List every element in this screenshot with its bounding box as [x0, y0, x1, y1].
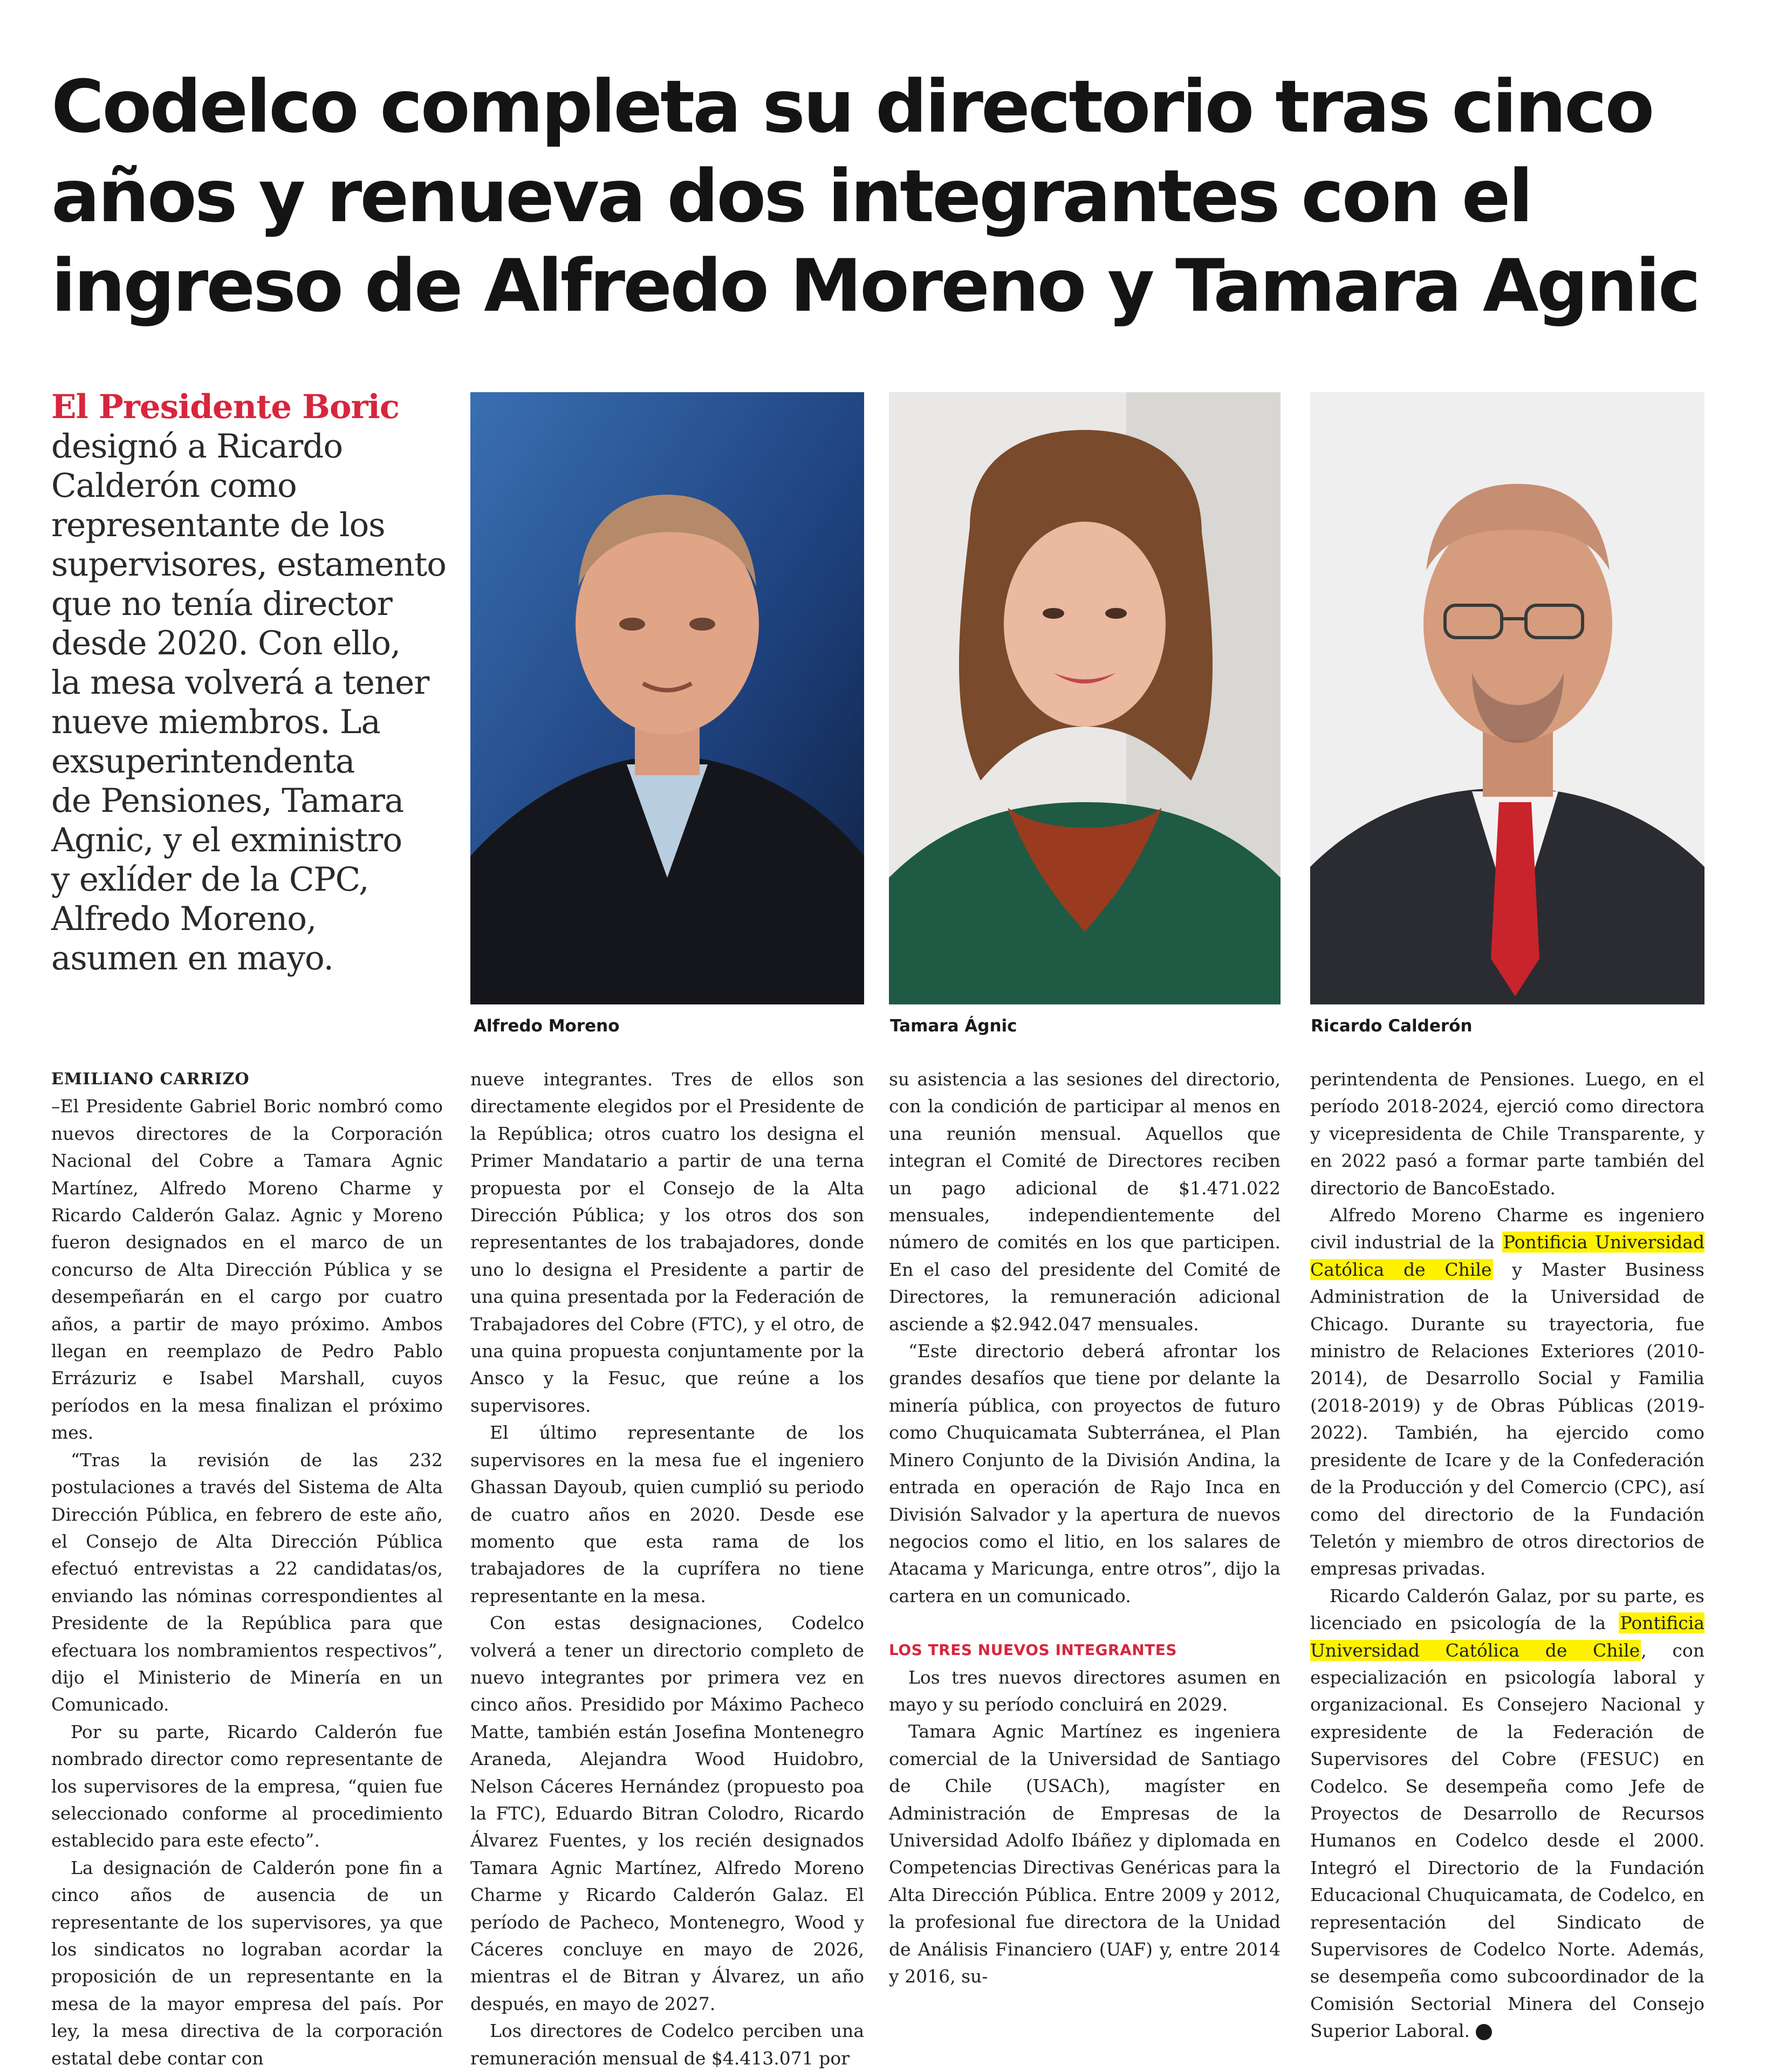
lead-highlight: El Presidente Boric [51, 388, 399, 426]
lead-line: representante de los [51, 506, 385, 544]
text-run: y Master Business Administration de la Universidad de Chicago. Durante su trayectoria, fue ministro de Relaciones Exteriores (2010-2014), de Desarrollo Social y Familia (2018-2019) y de Obras Públicas (2019-2022). También, ha ejercido como presidente de Icare y de la Confederación de la Producción y del Comercio (CPC), así como del directorio de la Fundación Teletón y miembro de otros directorios de empresas privadas. [1310, 1259, 1704, 1579]
lead-line: desde 2020. Con ello, [51, 624, 401, 662]
caption-ricardo-calderon: Ricardo Calderón [1311, 1016, 1473, 1036]
lead-line: supervisores, estamento [51, 545, 446, 584]
photo-alfredo-moreno [470, 392, 864, 1004]
body-paragraph: Con estas designaciones, Codelco volverá a tener un directorio completo de nuevo integrantes por primera vez en cinco años. Presidido por Máximo Pacheco Matte, también están Josefina Montenegro Araneda, Alejandra Wood Huidobro, Nelson Cáceres Hernández (propuesto poa la FTC), Eduardo Bitran Colodro, Ricardo Álvarez Fuentes, y los recién designados Tamara Agnic Martínez, Alfredo Moreno Charme y Ricardo Calderón Galaz. El período de Pacheco, Montenegro, Wood y Cáceres concluye en mayo de 2026, mientras el de Bitran y Álvarez, un año después, en mayo de 2027. [470, 1612, 864, 2014]
caption-alfredo-moreno: Alfredo Moreno [474, 1016, 620, 1036]
lead-line: Agnic, y el exministro [51, 821, 402, 859]
lead-line: Alfredo Moreno, [51, 900, 317, 938]
lead-paragraph [51, 387, 461, 978]
photo-tamara-agnic [889, 392, 1281, 1004]
byline: EMILIANO CARRIZO [51, 1070, 250, 1089]
section-subhead: LOS TRES NUEVOS INTEGRANTES [889, 1641, 1177, 1659]
body-paragraph: Los tres nuevos directores asumen en mayo y su período concluirá en 2029. [889, 1666, 1281, 1715]
body-column-1 [51, 1066, 443, 2069]
lead-line: asumen en mayo. [51, 939, 334, 977]
lead-line: designó a Ricardo [51, 427, 343, 466]
headline-line-3: ingreso de Alfredo Moreno y Tamara Agnic [51, 244, 1699, 328]
body-paragraph: La designación de Calderón pone fin a cinco años de ausencia de un representante de los supervisores, ya que los sindicatos no lograban acordar la proposición de un representante en la mesa de la mayor empresa del país. Por ley, la mesa directiva de la corporación estatal debe contar con [51, 1857, 443, 2069]
lead-line: la mesa volverá a tener [51, 664, 429, 702]
body-column-3 [889, 1066, 1281, 2026]
lead-line: Calderón como [51, 467, 297, 505]
caption-tamara-agnic: Tamara Ágnic [890, 1016, 1017, 1036]
body-paragraph: “Tras la revisión de las 232 postulaciones a través del Sistema de Alta Dirección Pública, en febrero de este año, el Consejo de Alta Dirección Pública efectuó entrevistas a 22 candidatas/os, enviando las nóminas correspondientes al Presidente de la República para que efectuara los nombramientos respectivos”, dijo el Ministerio de Minería en un Comunicado. [51, 1449, 443, 1715]
body-paragraph: Por su parte, Ricardo Calderón fue nombrado director como representante de los supervisores de la empresa, “quien fue seleccionado conforme al procedimiento establecido para este efecto”. [51, 1721, 443, 1851]
text-run: Ricardo Calderón Galaz, por su parte, es licenciado en psicología de la [1310, 1585, 1704, 1634]
body-paragraph [1310, 1583, 1704, 2045]
body-paragraph: “Este directorio deberá afrontar los grandes desafíos que tiene por delante la minería pública, con proyectos de futuro como Chuquicamata Subterránea, el Plan Minero Conjunto de la División Andina, la entrada en operación de Rajo Inca en División Salvador y la apertura de nuevos negocios como el litio, en los salares de Atacama y Maricunga, entre otros”, dijo la cartera en un comunicado. [889, 1341, 1281, 1606]
body-paragraph: su asistencia a las sesiones del directorio, con la condición de participar al menos en una reunión mensual. Aquellos que integran el Comité de Directores reciben un pago adicional de $1.471.022 mensuales, independientemente del número de comités en los que participen. En el caso del presidente del Comité de Directores, la remuneración adicional asciende a $2.942.047 mensuales. [889, 1069, 1281, 1335]
photo-ricardo-calderon [1310, 392, 1704, 1004]
body-paragraph: –El Presidente Gabriel Boric nombró como nuevos directores de la Corporación Nacional del Cobre a Tamara Agnic Martínez, Alfredo Moreno Charme y Ricardo Calderón Galaz. Agnic y Moreno fueron designados en el marco de un concurso de Alta Dirección Pública y se desempeñarán en el cargo por cuatro años, a partir de mayo próximo. Ambos llegan en reemplazo de Pedro Pablo Errázuriz e Isabel Marshall, cuyos períodos en la mesa finalizan el próximo mes. [51, 1096, 443, 1444]
body-paragraph: perintendenta de Pensiones. Luego, en el período 2018-2024, ejerció como directora y vicepresidenta de Chile Transparente, y en 2022 pasó a formar parte también del directorio de BancoEstado. [1310, 1069, 1704, 1199]
body-column-4 [1310, 1066, 1704, 2042]
headline [51, 62, 1734, 331]
end-mark-icon: P [1476, 2024, 1492, 2040]
highlighted-text: Pontificia Universidad Católica de Chile [1310, 1232, 1704, 1280]
body-paragraph: Tamara Agnic Martínez es ingeniera comercial de la Universidad de Santiago de Chile (USACh), magíster en Administración de Empresas de la Universidad Adolfo Ibáñez y diplomada en Competencias Directivas Genéricas para la Alta Dirección Pública. Entre 2009 y 2012, la profesional fue directora de la Unidad de Análisis Financiero (UAF) y, entre 2014 y 2016, su- [889, 1721, 1281, 1987]
text-run: , con especialización en psicología laboral y organizacional. Es Consejero Nacional y expresidente de la Federación de Supervisores del Cobre (FESUC) en Codelco. Se desempeña como Jefe de Proyectos de Desarrollo de Recursos Humanos en Codelco desde el 2000. Integró el Directorio de la Fundación Educacional Chuquicamata, de Codelco, en representación del Sindicato de Supervisores de Codelco Norte. Además, se desempeña como subcoordinador de la Comisión Sectorial Minera del Consejo Superior Laboral. [1310, 1639, 1704, 2042]
lead-line: de Pensiones, Tamara [51, 782, 404, 820]
body-column-2 [470, 1066, 864, 2069]
highlighted-text: Pontificia Universidad Católica de Chile [1310, 1612, 1704, 1661]
body-paragraph [1310, 1202, 1704, 1583]
lead-line: nueve miembros. La [51, 703, 380, 741]
lead-line: exsuperintendenta [51, 742, 355, 781]
body-paragraph: El último representante de los supervisores en la mesa fue el ingeniero Ghassan Dayoub, quien cumplió su periodo de cuatro años en 2020. Desde ese momento que esta rama de los trabajadores de la cuprífera no tiene representante en la mesa. [470, 1422, 864, 1606]
body-paragraph: nueve integrantes. Tres de ellos son directamente elegidos por el Presidente de la República; otros cuatro los designa el Primer Mandatario a partir de una terna propuesta por el Consejo de la Alta Dirección Pública; y los otros dos son representantes de los trabajadores, donde uno lo designa el Presidente a partir de una quina presentada por la Federación de Trabajadores del Cobre (FTC), y el otro, de una quina propuesta conjuntamente por la Ansco y la Fesuc, que reúne a los supervisores. [470, 1069, 864, 1416]
headline-line-2: años y renueva dos integrantes con el [51, 154, 1531, 238]
lead-line: y exlíder de la CPC, [51, 860, 369, 899]
lead-line: que no tenía director [51, 585, 392, 623]
body-paragraph: Los directores de Codelco perciben una remuneración mensual de $4.413.071 por [470, 2020, 864, 2069]
text-run: Alfredo Moreno Charme es ingeniero civil industrial de la [1310, 1205, 1704, 1253]
headline-line-1: Codelco completa su directorio tras cinco [51, 65, 1653, 149]
